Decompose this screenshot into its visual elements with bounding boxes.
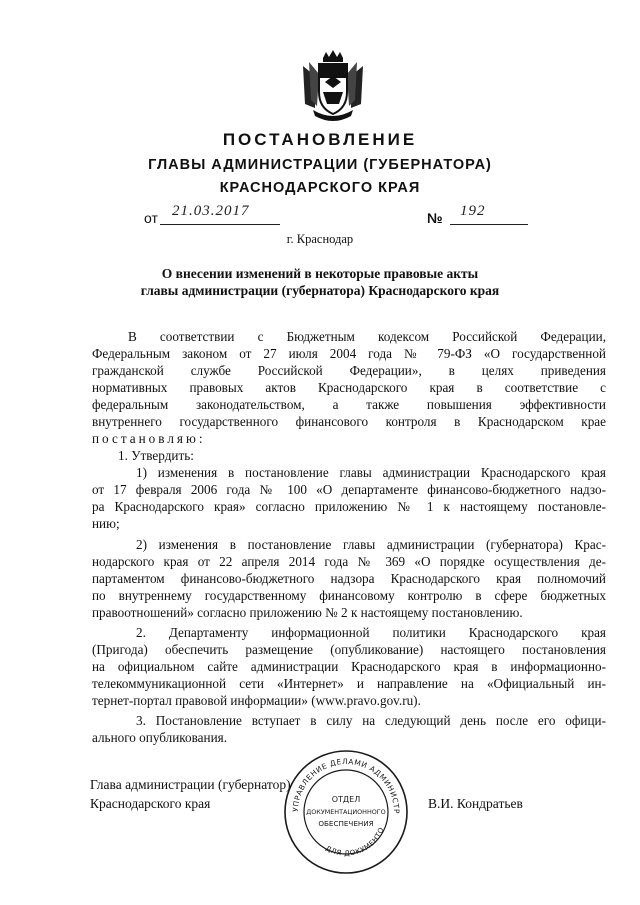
official-stamp-icon (282, 748, 410, 876)
body-line: нормативных правовых актов Краснодарского края в соответствие с (92, 380, 606, 395)
stamp-center-line-3: ОБЕСПЕЧЕНИЯ (318, 819, 374, 828)
body-line: на официальном сайте администрации Краснодарского края в информационно- (92, 659, 606, 674)
body-line: 1. Утвердить: (118, 448, 194, 463)
body-line: нодарского края от 22 апреля 2014 года № 369 «О порядке осуществления де- (92, 554, 606, 569)
number-prefix: № (427, 210, 443, 226)
issuer-line: ГЛАВЫ АДМИНИСТРАЦИИ (ГУБЕРНАТОРА) (148, 157, 492, 173)
body-line: по внутреннему государственному финансовому контролю в сфере бюджетных (92, 588, 606, 603)
subject-line-2: главы администрации (губернатора) Краснодарского края (140, 283, 500, 298)
stamp-ring-text: УПРАВЛЕНИЕ ДЕЛАМИ АДМИНИСТР (290, 756, 402, 815)
signatory-title-line-2: Краснодарского края (90, 796, 211, 811)
date-value: 21.03.2017 (172, 203, 250, 219)
body-line: ра Краснодарского края» согласно приложению № 1 к настоящему постановле- (92, 499, 606, 514)
body-line: внутреннего государственного финансового контроля в Краснодарском крае (92, 414, 606, 429)
region-line: КРАСНОДАРСКОГО КРАЯ (219, 180, 421, 196)
city-label: г. Краснодар (286, 232, 354, 246)
body-line: 3. Постановление вступает в силу на следующий день после его офици- (136, 713, 606, 728)
body-line: нию; (92, 516, 120, 531)
body-line: Федеральным законом от 27 июля 2004 года № 79-ФЗ «О государственной (92, 346, 606, 361)
body-line: тернет-портал правовой информации» (www.pravo.gov.ru). (92, 693, 421, 708)
body-line: федеральным законодательством, а также повышения эффективности (92, 397, 606, 412)
body-line: 2) изменения в постановление главы администрации (губернатора) Крас- (136, 537, 606, 552)
number-value: 192 (460, 203, 486, 219)
date-prefix: от (144, 210, 158, 226)
body-line: В соответствии с Бюджетным кодексом Российской Федерации, (128, 329, 606, 344)
document-type-title: ПОСТАНОВЛЕНИЕ (222, 130, 418, 149)
signatory-title-line-1: Глава администрации (губернатор) (90, 777, 291, 792)
body-line: партаментом финансово-бюджетного надзора Краснодарского края полномочий (92, 571, 606, 586)
body-line: телекоммуникационной сети «Интернет» и направление на «Официальный ин- (92, 676, 606, 691)
body-line: гражданской службе Российской Федерации», в целях приведения (92, 363, 606, 378)
svg-text:УПРАВЛЕНИЕ ДЕЛАМИ АДМИНИСТРАЦИ (282, 748, 401, 814)
stamp-bottom-text: ДЛЯ ДОКУМЕНТО (324, 826, 386, 858)
subject-line-1: О внесении изменений в некоторые правовые акты (161, 266, 479, 281)
date-underline (160, 224, 280, 225)
body-line: от 17 февраля 2006 года № 100 «О департаменте финансово-бюджетного надзо- (92, 482, 606, 497)
body-line: постановляю: (92, 431, 206, 446)
body-line: ального опубликования. (92, 730, 227, 745)
stamp-center-line-2: ДОКУМЕНТАЦИОННОГО (306, 808, 386, 816)
body-line: (Пригода) обеспечить размещение (опубликование) настоящего постановления (92, 642, 606, 657)
signatory-name: В.И. Кондратьев (428, 796, 523, 811)
body-line: 2. Департаменту информационной политики Краснодарского края (136, 625, 606, 640)
body-line: 1) изменения в постановление главы администрации Краснодарского края (136, 465, 606, 480)
coat-of-arms-icon (295, 48, 371, 124)
number-underline (450, 224, 528, 225)
body-line: правоотношений» согласно приложению № 2 к настоящему постановлению. (92, 605, 523, 620)
stamp-center-line-1: ОТДЕЛ (331, 795, 361, 804)
